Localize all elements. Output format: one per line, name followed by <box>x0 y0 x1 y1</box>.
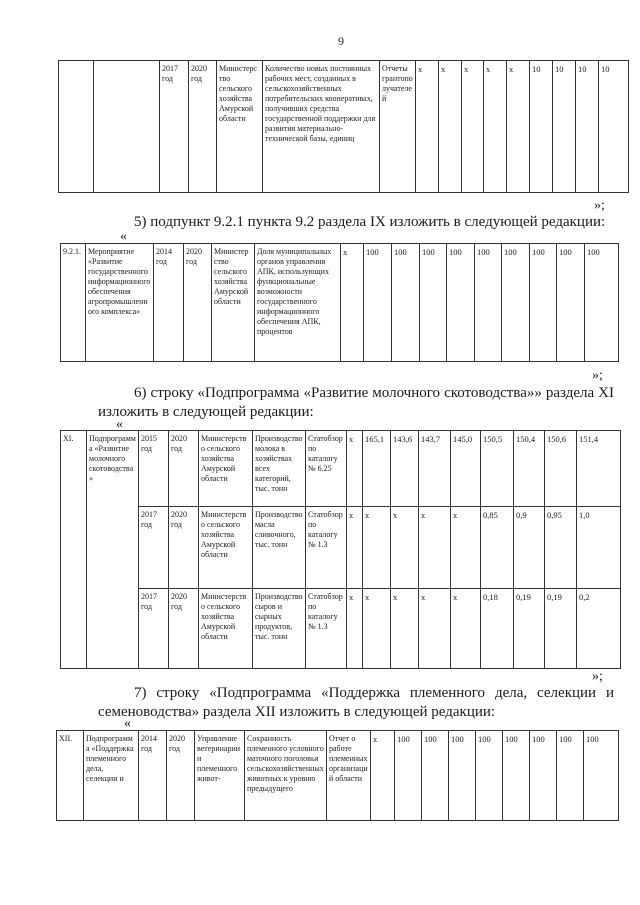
table-cell: 100 <box>502 244 530 362</box>
table-cell: 10 <box>530 61 553 193</box>
table-cell: 2020 год <box>169 589 199 669</box>
table-row <box>61 244 619 362</box>
table-cell: 100 <box>476 731 503 821</box>
table-cell: x <box>347 589 363 669</box>
table-cell: x <box>391 589 419 669</box>
table-cell: 2017 год <box>139 507 169 589</box>
table-cell: 10 <box>553 61 576 193</box>
page-number: 9 <box>338 34 344 48</box>
table-cell: 100 <box>530 244 557 362</box>
table-cell: 100 <box>557 244 585 362</box>
table-cell: 0,85 <box>481 507 514 589</box>
closing-quote: »; <box>592 669 603 684</box>
table-cell: x <box>371 731 395 821</box>
table-cell: x <box>341 244 364 362</box>
table-cell: Количество новых постоянных рабочих мест, созданных в сельскохозяйственных потребительских кооперативах, получивших средства государственной поддержки для развития материально-технической базы, единиц <box>263 61 380 193</box>
table-cell: x <box>419 507 451 589</box>
table-cell: Статобзор по каталогу № 1.3 <box>306 507 347 589</box>
table-cell: Подпрограмма «Развитие молочного скотоводства» <box>87 431 139 669</box>
table-cell: 2017 год <box>139 589 169 669</box>
table-row <box>61 431 621 507</box>
table-cell: 150,4 <box>514 431 545 507</box>
table-information-support <box>60 243 619 362</box>
table-cell: Доля муниципальных органов управления АПК, использующих функциональные возможности государственного информационного обеспечения АПК, процентов <box>255 244 341 362</box>
table-cell: 10 <box>576 61 599 193</box>
table-cell: 100 <box>449 731 476 821</box>
table-cell: 100 <box>422 731 449 821</box>
table-cell: 143,6 <box>391 431 419 507</box>
table-employment-indicator <box>58 60 629 193</box>
table-cell: x <box>391 507 419 589</box>
table-cell: 0,18 <box>481 589 514 669</box>
table-cell: 143,7 <box>419 431 451 507</box>
table-cell: XII. <box>57 731 84 821</box>
table-cell: x <box>416 61 439 193</box>
table-cell: Сохранность племенного условного маточного поголовья сельскохозяйственных животных к уровню предыдущего <box>245 731 327 821</box>
table-cell: 2020 год <box>169 507 199 589</box>
table-cell <box>59 61 94 193</box>
table-cell: 2014 год <box>139 731 167 821</box>
table-cell: 100 <box>392 244 420 362</box>
amendment-6-text: 6) строку «Подпрограмма «Развитие молочного скотоводства»» раздела XI изложить в следующей редакции: <box>98 385 614 420</box>
table-cell: x <box>439 61 462 193</box>
amendment-5-text: 5) подпункт 9.2.1 пункта 9.2 раздела IX изложить в следующей редакции: <box>134 214 606 230</box>
table-row <box>59 61 629 193</box>
table-cell: 100 <box>584 731 619 821</box>
table-cell: 100 <box>395 731 422 821</box>
table-cell: Статобзор по каталогу № 1.3 <box>306 589 347 669</box>
table-cell: Министерство сельского хозяйства Амурской области <box>199 507 253 589</box>
closing-quote: »; <box>594 198 605 213</box>
table-cell: 10 <box>599 61 629 193</box>
table-cell: 0,19 <box>514 589 545 669</box>
table-cell: 2017 год <box>160 61 189 193</box>
opening-quote: « <box>124 716 131 731</box>
table-cell: 0,19 <box>545 589 577 669</box>
table-cell: x <box>451 507 481 589</box>
table-cell: 0,9 <box>514 507 545 589</box>
table-cell: 100 <box>420 244 447 362</box>
table-cell: XI. <box>61 431 87 669</box>
table-cell: Министерство сельского хозяйства Амурской области <box>212 244 255 362</box>
table-cell: 100 <box>475 244 502 362</box>
table-cell: 151,4 <box>577 431 621 507</box>
table-cell: 100 <box>557 731 584 821</box>
table-cell: 165,1 <box>363 431 391 507</box>
table-cell: 100 <box>530 731 557 821</box>
table-cell: Статобзор по каталогу № 6.25 <box>306 431 347 507</box>
table-cell: 9.2.1. <box>61 244 86 362</box>
table-cell: 100 <box>364 244 392 362</box>
table-cell: 2020 год <box>169 431 199 507</box>
table-cell: Управление ветеринарии и племенного живот- <box>195 731 245 821</box>
table-cell: 150,5 <box>481 431 514 507</box>
table-cell: x <box>462 61 484 193</box>
table-cell: x <box>347 431 363 507</box>
table-cell: 0,2 <box>577 589 621 669</box>
table-cell: x <box>347 507 363 589</box>
table-cell: 0,95 <box>545 507 577 589</box>
table-cell: x <box>363 507 391 589</box>
opening-quote: « <box>116 417 123 432</box>
table-breeding-support <box>56 730 619 821</box>
table-cell: x <box>484 61 507 193</box>
table-cell: 2020 год <box>167 731 195 821</box>
table-cell: 2015 год <box>139 431 169 507</box>
table-cell: Министерство сельского хозяйства Амурской области <box>217 61 263 193</box>
table-row <box>61 589 621 669</box>
table-cell: 145,0 <box>451 431 481 507</box>
table-cell <box>94 61 160 193</box>
table-cell: 150,6 <box>545 431 577 507</box>
table-cell: Производство сыров и сырных продуктов, тыс. тонн <box>253 589 306 669</box>
table-cell: x <box>363 589 391 669</box>
table-cell: x <box>419 589 451 669</box>
table-cell: Производство молока в хозяйствах всех категорий, тыс. тонн <box>253 431 306 507</box>
table-cell: 1,0 <box>577 507 621 589</box>
table-cell: Отчеты грантополучателей <box>380 61 416 193</box>
table-dairy-farming <box>60 430 621 669</box>
opening-quote: « <box>120 229 127 244</box>
table-cell: 100 <box>503 731 530 821</box>
table-cell: Отчет о работе племенных организаций области <box>327 731 371 821</box>
closing-quote: »; <box>592 368 603 383</box>
table-cell: x <box>507 61 530 193</box>
table-row <box>57 731 619 821</box>
table-cell: Министерство сельского хозяйства Амурской области <box>199 589 253 669</box>
table-cell: 100 <box>585 244 619 362</box>
table-row <box>61 507 621 589</box>
table-cell: Подпрограмма «Поддержка племенного дела, селекции и <box>84 731 139 821</box>
table-cell: Мероприятие «Развитие государственного информационного обеспечения агропромышленного комплекса» <box>86 244 154 362</box>
table-cell: 2020 год <box>184 244 212 362</box>
table-cell: 2020 год <box>189 61 217 193</box>
table-cell: Производство масла сливочного, тыс. тонн <box>253 507 306 589</box>
amendment-7-text: 7) строку «Подпрограмма «Поддержка племенного дела, селекции и семеноводства» раздела XII изложить в следующей редакции: <box>98 685 614 720</box>
table-cell: x <box>451 589 481 669</box>
table-cell: 100 <box>447 244 475 362</box>
table-cell: 2014 год <box>154 244 184 362</box>
table-cell: Министерство сельского хозяйства Амурской области <box>199 431 253 507</box>
